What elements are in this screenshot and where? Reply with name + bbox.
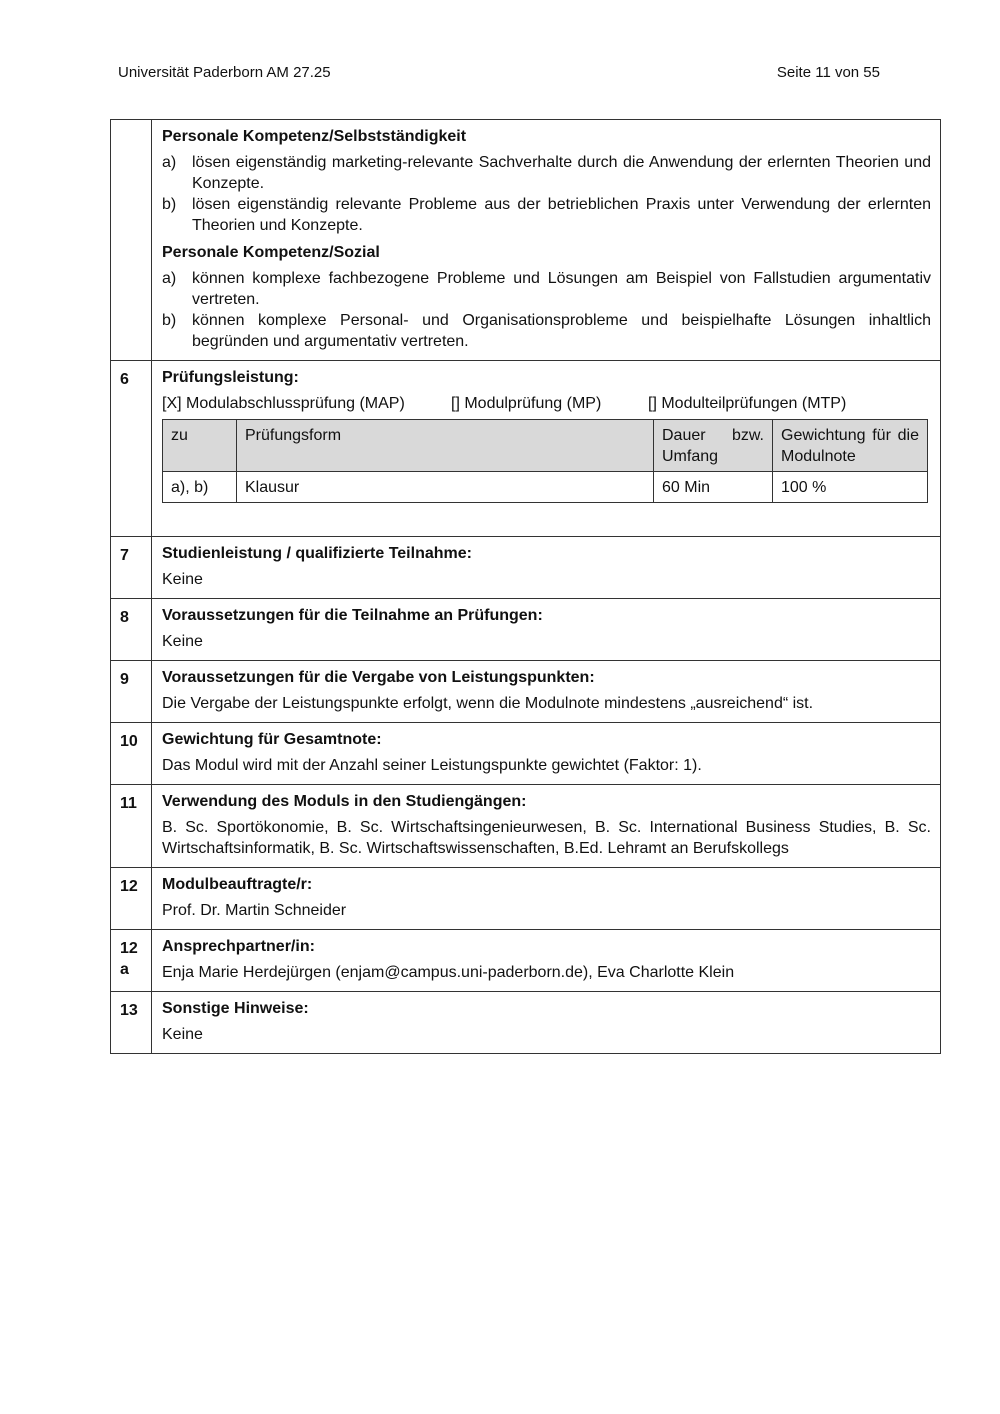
section-body: Enja Marie Herdejürgen (enjam@campus.uni-paderborn.de), Eva Charlotte Klein — [162, 964, 735, 981]
row-number: 8 — [111, 599, 152, 661]
section-row — [111, 723, 941, 785]
row-number: 13 — [111, 992, 152, 1054]
section-title: Sonstige Hinweise: — [162, 1000, 309, 1017]
exam-options — [162, 393, 931, 414]
section-title: Ansprechpartner/in: — [162, 938, 315, 955]
option-mp: [] Modulprüfung (MP) — [451, 395, 602, 412]
self-competence-list — [162, 152, 931, 236]
section-body: Keine — [162, 633, 203, 650]
section-title: Studienleistung / qualifizierte Teilnahme: — [162, 545, 472, 562]
section-row — [111, 785, 941, 868]
section-title: Voraussetzungen für die Teilnahme an Prüfungen: — [162, 607, 543, 624]
exam-title: Prüfungsleistung: — [162, 369, 299, 386]
section-title: Modulbeauftragte/r: — [162, 876, 313, 893]
row-number: 10 — [111, 723, 152, 785]
row-number — [111, 120, 152, 361]
section-row — [111, 661, 941, 723]
section-title: Voraussetzungen für die Vergabe von Leistungspunkten: — [162, 669, 595, 686]
section-row — [111, 868, 941, 930]
table-row: a), b) Klausur 60 Min 100 % — [163, 472, 928, 503]
social-competence-title: Personale Kompetenz/Sozial — [162, 244, 380, 261]
page-header-left: Universität Paderborn AM 27.25 — [118, 64, 331, 81]
header-duration: Dauer bzw. Umfang — [654, 420, 773, 472]
module-table — [110, 119, 941, 1054]
social-competence-list — [162, 268, 931, 352]
list-item: a) können komplexe fachbezogene Probleme und Lösungen am Beispiel von Fallstudien argumentativ vertreten. — [162, 270, 931, 308]
header-form: Prüfungsform — [237, 420, 654, 472]
section-body: Prof. Dr. Martin Schneider — [162, 902, 347, 919]
section-body: Die Vergabe der Leistungspunkte erfolgt, wenn die Modulnote mindestens „ausreichend“ ist. — [162, 695, 814, 712]
section-row — [111, 992, 941, 1054]
list-item: b) können komplexe Personal- und Organisationsprobleme und beispielhafte Lösungen inhaltlich begründen und argumentativ vertreten. — [162, 312, 931, 350]
section-body: Das Modul wird mit der Anzahl seiner Leistungspunkte gewichtet (Faktor: 1). — [162, 757, 702, 774]
section-title: Gewichtung für Gesamtnote: — [162, 731, 382, 748]
section-row — [111, 599, 941, 661]
section-body: B. Sc. Sportökonomie, B. Sc. Wirtschaftsingenieurwesen, B. Sc. International Business Studies, B. Sc. Wirtschaftsinformatik, B. Sc. Wirtschaftswissenschaften, B.Ed. Lehramt an Berufskollegs — [162, 819, 931, 857]
option-map: [X] Modulabschlussprüfung (MAP) — [162, 395, 405, 412]
header-weight: Gewichtung für die Modulnote — [773, 420, 928, 472]
exam-table — [162, 419, 928, 503]
section-body: Keine — [162, 571, 203, 588]
competence-row — [111, 120, 941, 361]
exam-table-header — [163, 420, 928, 472]
row-number: 11 — [111, 785, 152, 868]
exam-row — [111, 361, 941, 537]
section-row — [111, 930, 941, 992]
section-row — [111, 537, 941, 599]
section-body: Keine — [162, 1026, 203, 1043]
row-number: 9 — [111, 661, 152, 723]
row-number: 12 a — [111, 930, 152, 992]
list-item: b) lösen eigenständig relevante Probleme aus der betrieblichen Praxis unter Verwendung der erlernten Theorien und Konzepte. — [162, 196, 931, 234]
row-number: 12 — [111, 868, 152, 930]
list-item: a) lösen eigenständig marketing-relevante Sachverhalte durch die Anwendung der erlernten Theorien und Konzepte. — [162, 154, 931, 192]
option-mtp: [] Modulteilprüfungen (MTP) — [648, 395, 847, 412]
page-number: Seite 11 von 55 — [776, 64, 880, 81]
section-title: Verwendung des Moduls in den Studiengängen: — [162, 793, 527, 810]
self-competence-title: Personale Kompetenz/Selbstständigkeit — [162, 128, 467, 145]
row-number: 6 — [111, 361, 152, 537]
header-zu: zu — [163, 420, 237, 472]
row-number: 7 — [111, 537, 152, 599]
